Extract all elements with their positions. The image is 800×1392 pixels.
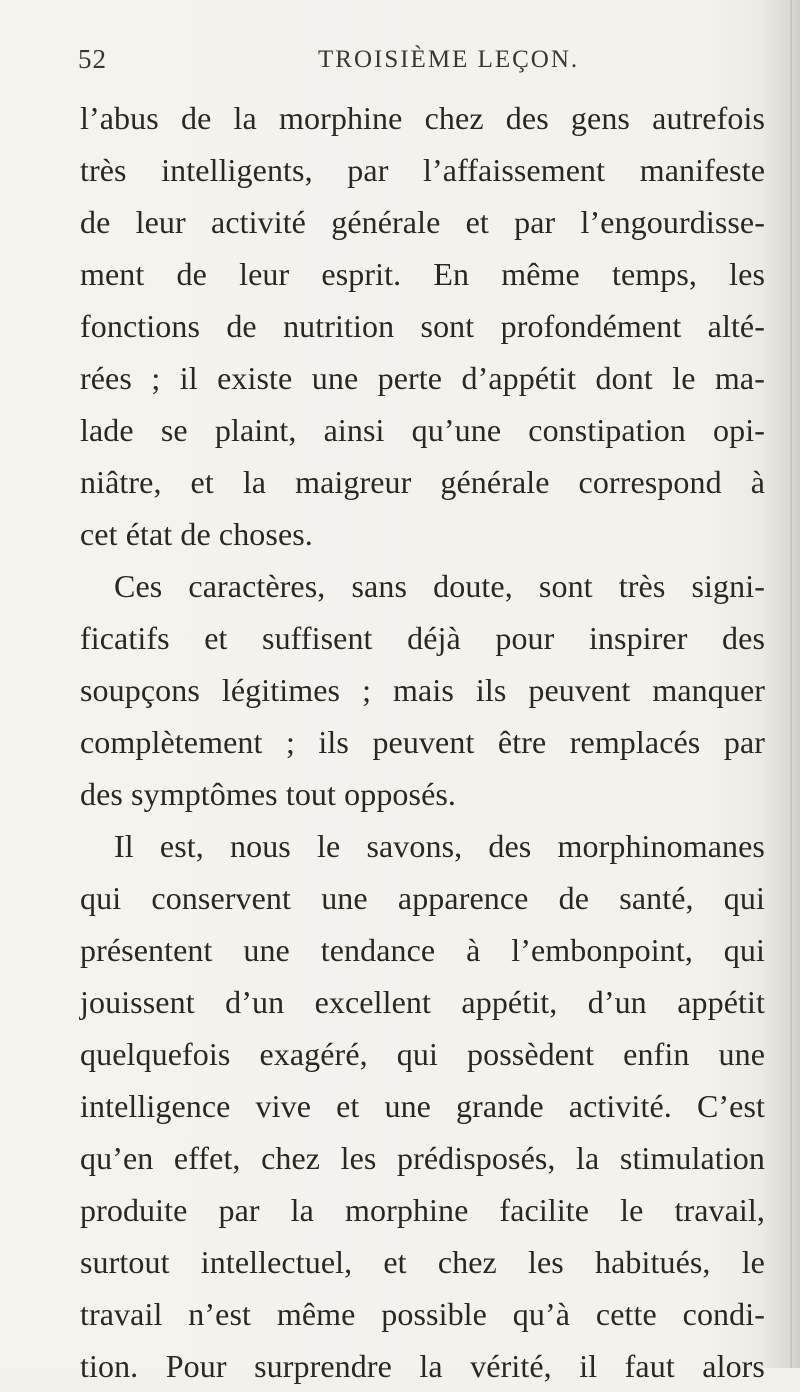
- text-line: jouissent d’un excellent appétit, d’un appétit: [80, 984, 765, 1020]
- running-head: TROISIÈME LEÇON.: [318, 46, 580, 73]
- page-header: [0, 44, 800, 80]
- text-line: surtout intellectuel, et chez les habitués, le: [80, 1244, 765, 1280]
- text-line: présentent une tendance à l’embonpoint, qui: [80, 932, 765, 968]
- text-line: soupçons légitimes ; mais ils peuvent manquer: [80, 672, 765, 708]
- text-line: Ces caractères, sans doute, sont très signi-: [114, 568, 765, 604]
- text-line: tion. Pour surprendre la vérité, il faut alors: [80, 1348, 765, 1384]
- text-line: qu’en effet, chez les prédisposés, la stimulation: [80, 1140, 765, 1176]
- text-line: ment de leur esprit. En même temps, les: [80, 256, 765, 292]
- page-number: 52: [78, 44, 107, 74]
- text-line: produite par la morphine facilite le travail,: [80, 1192, 765, 1228]
- page-edge: [790, 0, 792, 1368]
- text-line: quelquefois exagéré, qui possèdent enfin une: [80, 1036, 765, 1072]
- text-line: qui conservent une apparence de santé, qui: [80, 880, 765, 916]
- text-line: l’abus de la morphine chez des gens autrefois: [80, 100, 765, 136]
- text-line: fonctions de nutrition sont profondément alté-: [80, 308, 765, 344]
- text-line: lade se plaint, ainsi qu’une constipation opi-: [80, 412, 765, 448]
- text-line: ficatifs et suffisent déjà pour inspirer des: [80, 620, 765, 656]
- text-line: travail n’est même possible qu’à cette condi-: [80, 1296, 765, 1332]
- text-line: complètement ; ils peuvent être remplacés par: [80, 724, 765, 760]
- text-line: rées ; il existe une perte d’appétit dont le ma-: [80, 360, 765, 396]
- text-line: cet état de choses.: [80, 516, 313, 552]
- text-line: de leur activité générale et par l’engourdisse-: [80, 204, 765, 240]
- text-line: niâtre, et la maigreur générale correspond à: [80, 464, 765, 500]
- body-text: [80, 92, 765, 1392]
- text-line: intelligence vive et une grande activité. C’est: [80, 1088, 765, 1124]
- text-line: Il est, nous le savons, des morphinomanes: [114, 828, 765, 864]
- text-line: des symptômes tout opposés.: [80, 776, 457, 812]
- text-line: très intelligents, par l’affaissement manifeste: [80, 152, 765, 188]
